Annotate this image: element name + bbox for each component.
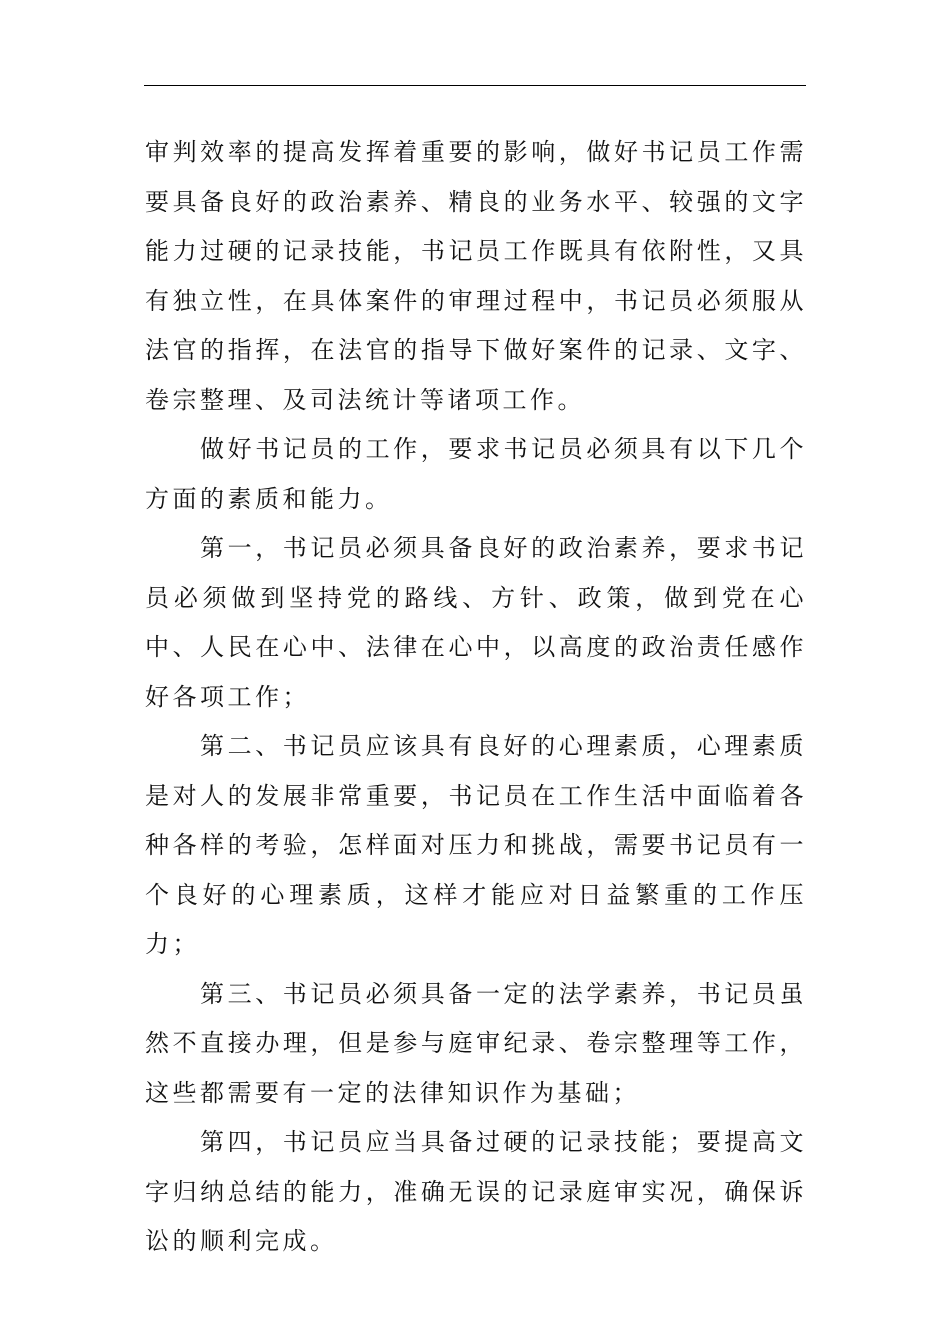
paragraph-intro: 做好书记员的工作，要求书记员必须具有以下几个方面的素质和能力。: [145, 435, 807, 513]
paragraph-fourth-point: 第四，书记员应当具备过硬的记录技能；要提高文字归纳总结的能力，准确无误的记录庭审实况，确保诉讼的顺利完成。: [145, 1128, 807, 1255]
document-body: [145, 128, 807, 1267]
header-rule: [144, 85, 806, 86]
paragraph-second-point: 第二、书记员应该具有良好的心理素质，心理素质是对人的发展非常重要，书记员在工作生活中面临着各种各样的考验，怎样面对压力和挑战，需要书记员有一个良好的心理素质，这样才能应对日益繁重的工作压力；: [145, 732, 807, 958]
paragraph-third-point: 第三、书记员必须具备一定的法学素养，书记员虽然不直接办理，但是参与庭审纪录、卷宗整理等工作，这些都需要有一定的法律知识作为基础；: [145, 979, 807, 1107]
paragraph-first-point: 第一，书记员必须具备良好的政治素养，要求书记员必须做到坚持党的路线、方针、政策，做到党在心中、人民在心中、法律在心中，以高度的政治责任感作好各项工作；: [145, 534, 807, 711]
paragraph-continued: 审判效率的提高发挥着重要的影响，做好书记员工作需要具备良好的政治素养、精良的业务水平、较强的文字能力过硬的记录技能，书记员工作既具有依附性，又具有独立性，在具体案件的审理过程中，书记员必须服从法官的指挥，在法官的指导下做好案件的记录、文字、卷宗整理、及司法统计等诸项工作。: [145, 138, 807, 414]
